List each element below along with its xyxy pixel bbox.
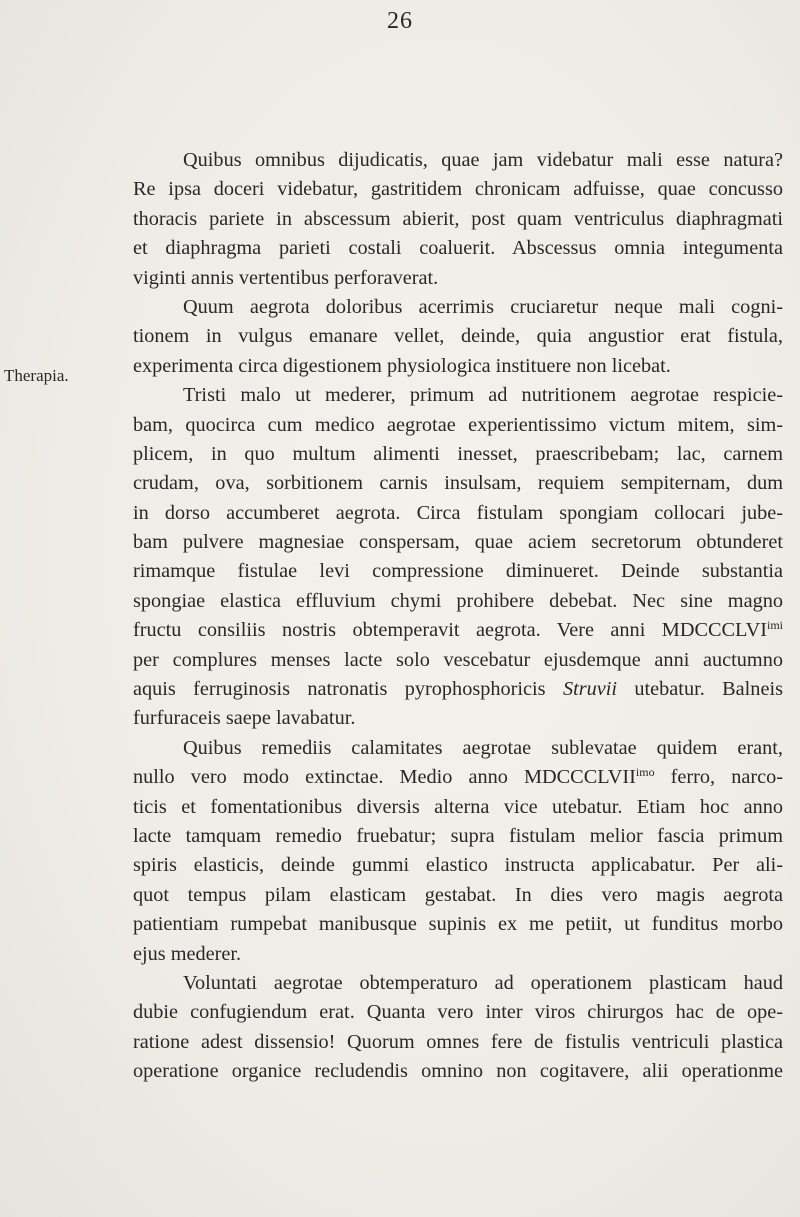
text-line: ratione adest dissensio! Quorum omnes fere de fistulis ventriculi plastica xyxy=(133,1030,783,1053)
text-line: spongiae elastica effluvium chymi prohibere debebat. Nec sine magno xyxy=(133,589,783,612)
text-line xyxy=(133,763,783,792)
text-line: quot tempus pilam elasticam gestabat. In dies vero magis aegrota xyxy=(133,883,783,906)
text-span: ferro, narco- xyxy=(670,766,783,789)
text-line: thoracis pariete in abscessum abierit, post quam ventriculus diaphragmati xyxy=(133,207,783,230)
text-line: furfuraceis saepe lavabatur. xyxy=(133,707,356,730)
text-line: crudam, ova, sorbitionem carnis insulsam, requiem sempiternam, dum xyxy=(133,472,783,495)
text-line: dubie confugiendum erat. Quanta vero inter viros chirurgos hac de ope- xyxy=(133,1001,783,1024)
text-line xyxy=(133,675,783,704)
text-line: tionem in vulgus emanare vellet, deinde, quia angustior erat fistula, xyxy=(133,325,783,348)
text-line: operatione organice recludendis omnino non cogitavere, alii operationme xyxy=(133,1060,783,1083)
text-line: in dorso accumberet aegrota. Circa fistulam spongiam collocari jube- xyxy=(133,501,783,524)
text-line: Tristi malo ut mederer, primum ad nutritionem aegrotae respicie- xyxy=(183,384,783,407)
text-line: rimamque fistulae levi compressione diminueret. Deinde substantia xyxy=(133,560,783,583)
text-line: bam, quocirca cum medico aegrotae experientissimo victum mitem, sim- xyxy=(133,413,783,436)
text-line: viginti annis vertentibus perforaverat. xyxy=(133,266,439,289)
text-line: Quum aegrota doloribus acerrimis cruciaretur neque mali cogni- xyxy=(183,295,783,318)
text-line: lacte tamquam remedio fruebatur; supra fistulam melior fascia primum xyxy=(133,824,783,847)
text-line: Quibus remediis calamitates aegrotae sublevatae quidem erant, xyxy=(183,736,783,759)
text-line: Re ipsa doceri videbatur, gastritidem chronicam adfuisse, quae concusso xyxy=(133,178,783,201)
text-span: fructu consiliis nostris obtemperavit aegrota. Vere anni MDCCCLVI xyxy=(133,619,767,642)
margin-note-therapia: Therapia. xyxy=(4,366,69,385)
text-span: nullo vero modo extinctae. Medio anno MDCCCLVII xyxy=(133,766,636,789)
text-line: Voluntati aegrotae obtemperaturo ad operationem plasticam haud xyxy=(183,971,783,994)
text-line: et diaphragma parieti costali coaluerit. Abscessus omnia integumenta xyxy=(133,237,783,260)
text-line: plicem, in quo multum alimenti inesset, praescribebam; lac, carnem xyxy=(133,442,783,465)
text-line: bam pulvere magnesiae conspersam, quae aciem secretorum obtunderet xyxy=(133,531,783,554)
text-span: utebatur. Balneis xyxy=(634,678,783,701)
superscript: imi xyxy=(766,618,783,633)
text-line: experimenta circa digestionem physiologica instituere non licebat. xyxy=(133,354,671,377)
text-line: spiris elasticis, deinde gummi elastico instructa applicabatur. Per ali- xyxy=(133,854,783,877)
text-span: aquis ferruginosis natronatis pyrophosphoricis xyxy=(133,678,546,701)
text-line xyxy=(133,616,783,645)
text-line: patientiam rumpebat manibusque supinis ex me petiit, ut funditus morbo xyxy=(133,913,783,936)
struvii-italic: Struvii xyxy=(562,678,618,701)
text-line: per complures menses lacte solo vescebatur ejusdemque anni auctumno xyxy=(133,648,783,671)
text-line: ticis et fomentationibus diversis alterna vice utebatur. Etiam hoc anno xyxy=(133,795,783,818)
body-text xyxy=(133,146,783,1087)
superscript: imo xyxy=(635,765,655,780)
text-line: ejus mederer. xyxy=(133,942,242,965)
page-number: 26 xyxy=(387,8,413,34)
text-line: Quibus omnibus dijudicatis, quae jam videbatur mali esse natura? xyxy=(183,149,783,171)
